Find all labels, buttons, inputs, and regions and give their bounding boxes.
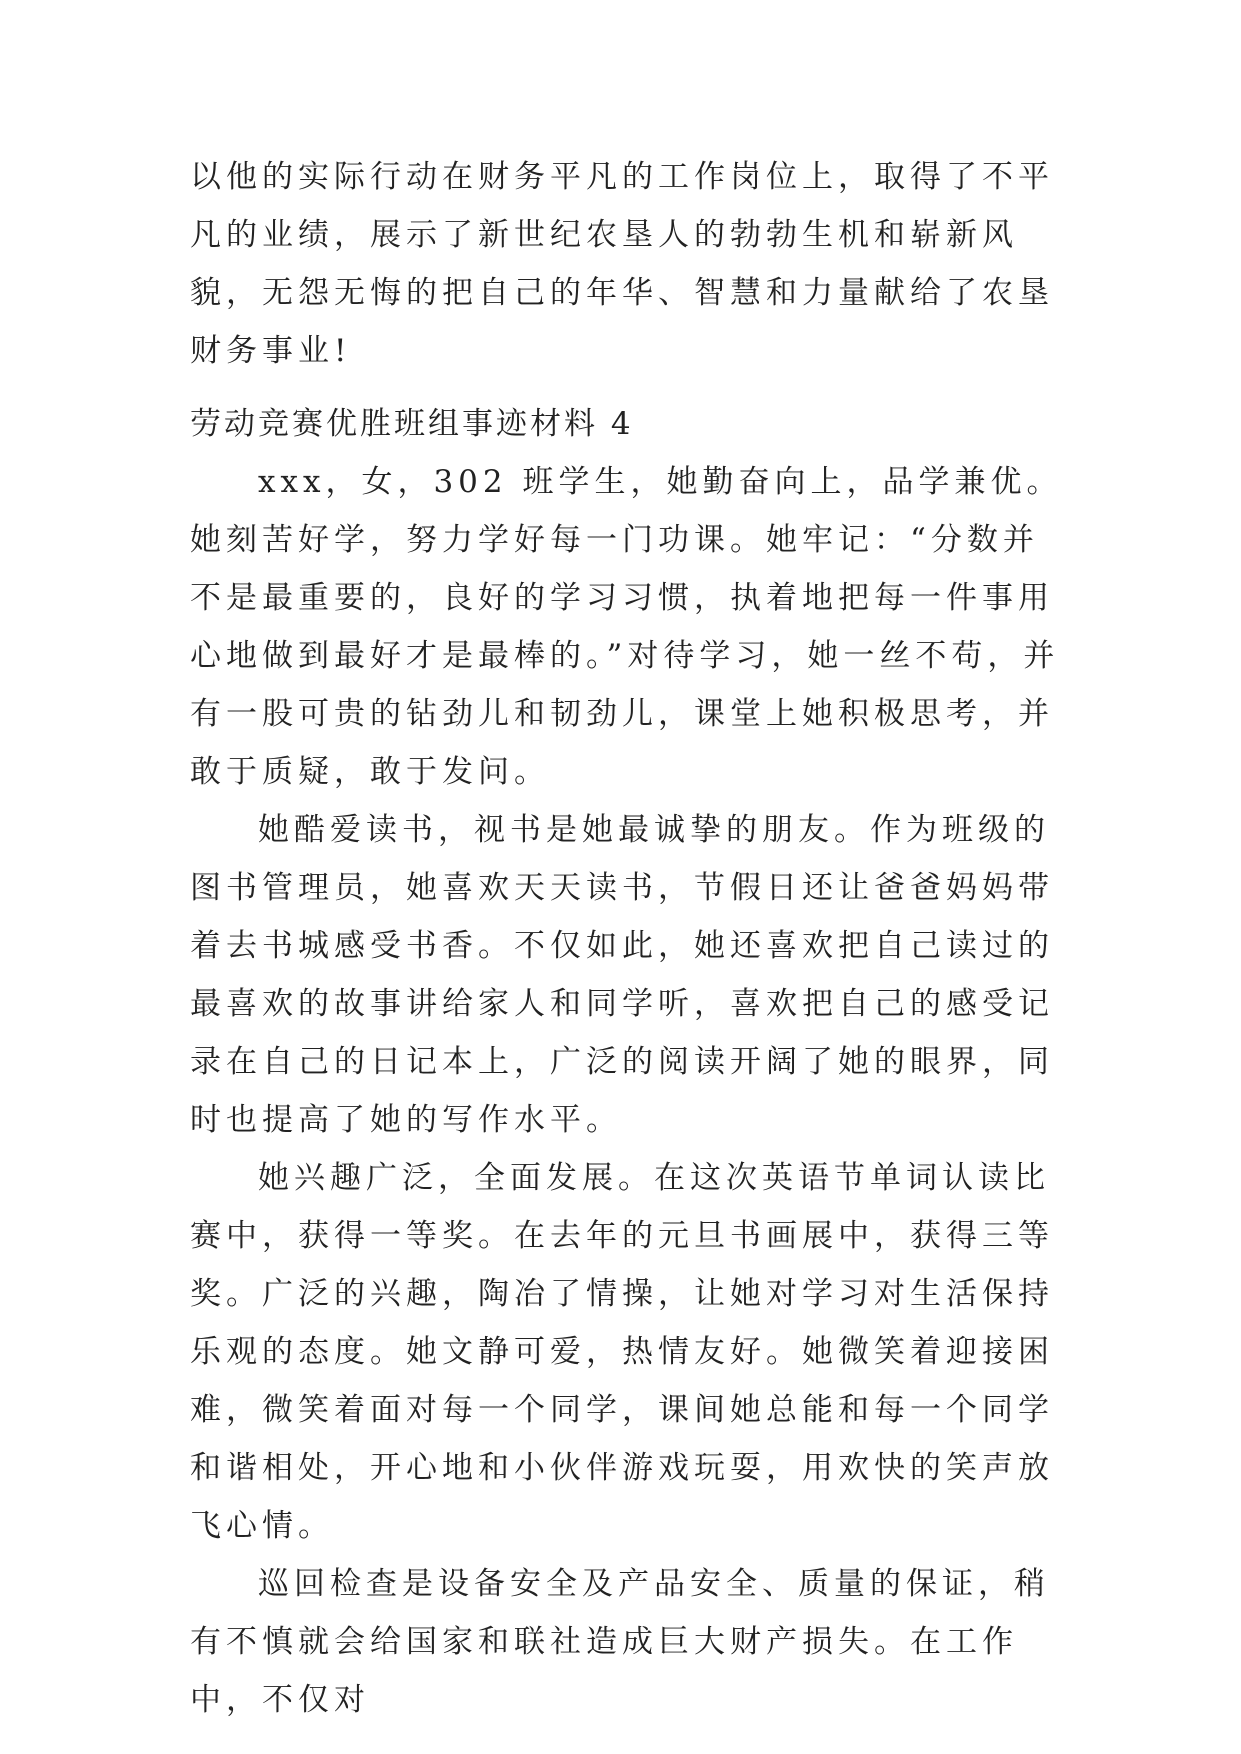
- paragraph-student-intro: xxx，女，302 班学生，她勤奋向上，品学兼优。她刻苦好学，努力学好每一门功课。她牢记：“分数并不是最重要的，良好的学习习惯，执着地把每一件事用心地做到最好才是最棒的。”对待学习，她一丝不苟，并有一股可贵的钻劲儿和韧劲儿，课堂上她积极思考，并敢于质疑，敢于发问。: [190, 464, 1063, 790]
- paragraph-interests: 她兴趣广泛，全面发展。在这次英语节单词认读比赛中，获得一等奖。在去年的元旦书画展中，获得三等奖。广泛的兴趣，陶冶了情操，让她对学习对生活保持乐观的态度。她文静可爱，热情友好。她微笑着迎接困难，微笑着面对每一个同学，课间她总能和每一个同学和谐相处，开心地和小伙伴游戏玩耍，用欢快的笑声放飞心情。: [190, 1160, 1054, 1544]
- section-title: 劳动竞赛优胜班组事迹材料 4: [190, 406, 634, 442]
- intro-paragraph: 以他的实际行动在财务平凡的工作岗位上，取得了不平凡的业绩，展示了新世纪农垦人的勃勃生机和崭新风貌，无怨无悔的把自己的年华、智慧和力量献给了农垦财务事业!: [190, 159, 1054, 369]
- body-text: [190, 453, 1070, 1729]
- paragraph-inspection: 巡回检查是设备安全及产品安全、质量的保证，稍有不慎就会给国家和联社造成巨大财产损失。在工作中，不仅对: [190, 1566, 1050, 1718]
- paragraph-reading: 她酷爱读书，视书是她最诚挚的朋友。作为班级的图书管理员，她喜欢天天读书，节假日还让爸爸妈妈带着去书城感受书香。不仅如此，她还喜欢把自己读过的最喜欢的故事讲给家人和同学听，喜欢把自己的感受记录在自己的日记本上，广泛的阅读开阔了她的眼界，同时也提高了她的写作水平。: [190, 812, 1054, 1138]
